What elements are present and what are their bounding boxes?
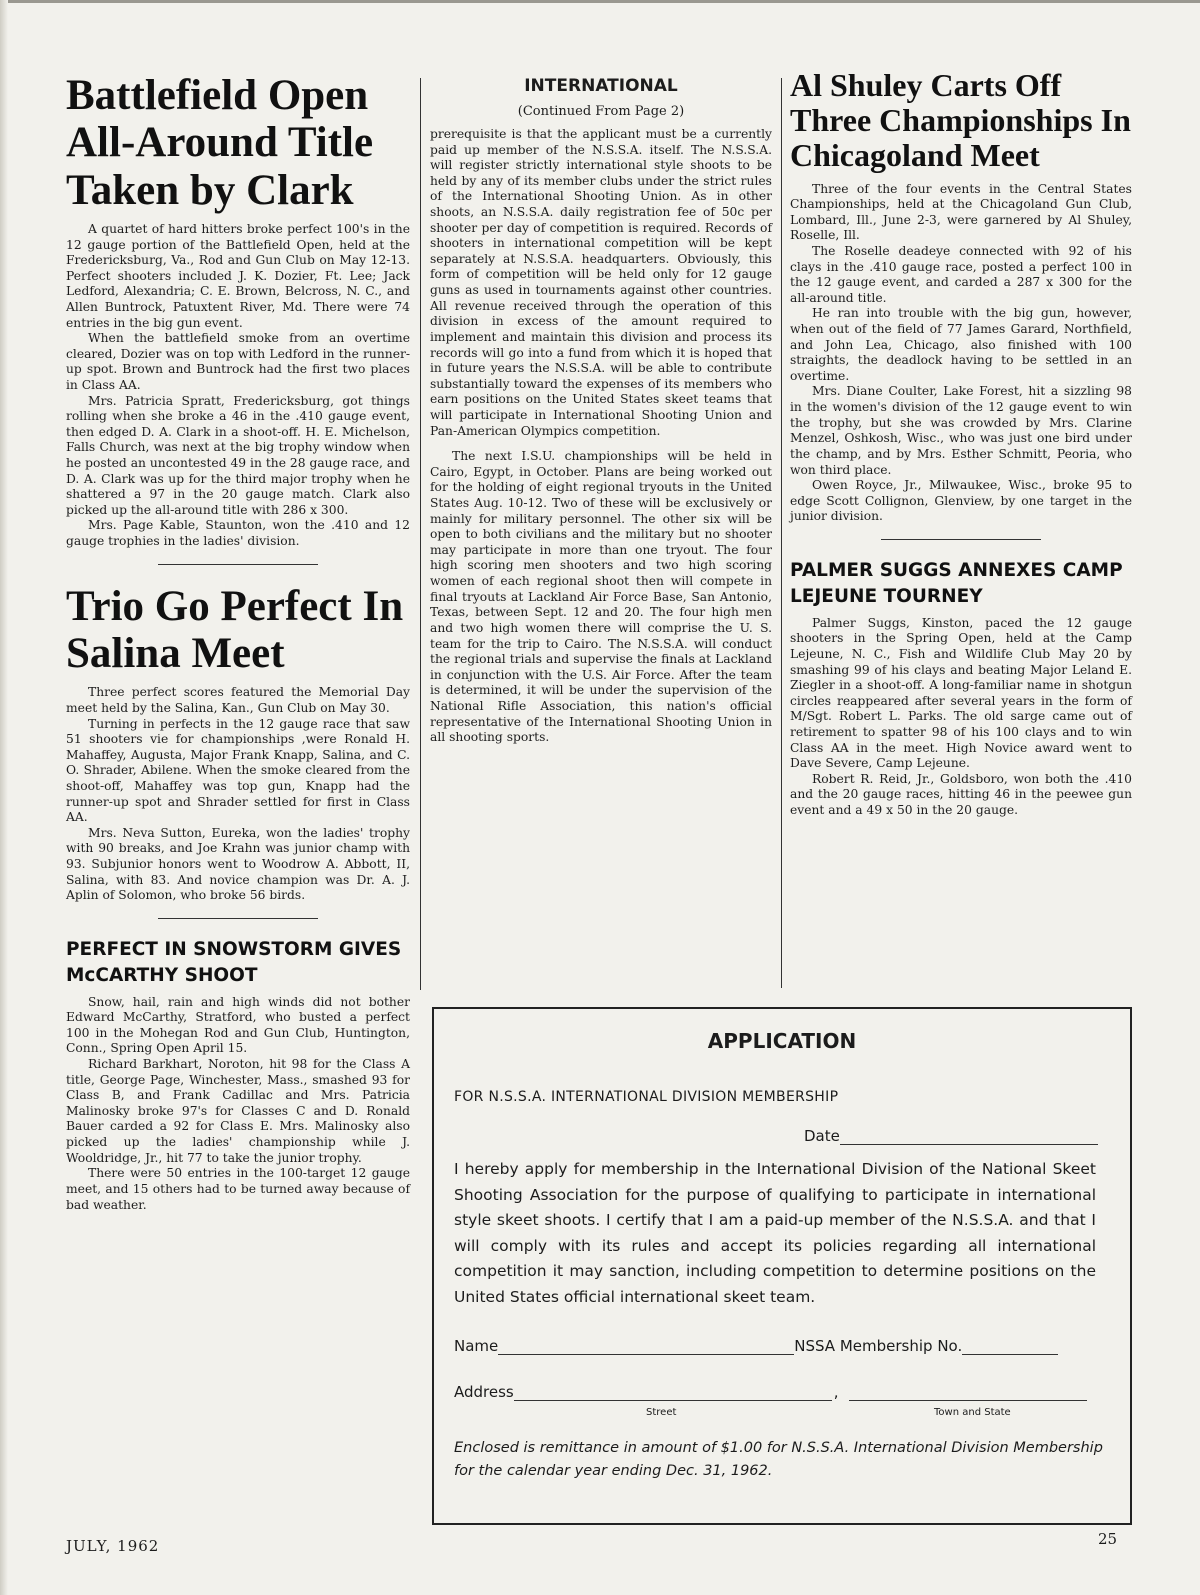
- application-form: [432, 1007, 1132, 1525]
- name-row: [454, 1337, 1058, 1355]
- column-middle: [430, 68, 772, 746]
- remittance-note: Enclosed is remittance in amount of $1.00 for N.S.S.A. International Division Membership for the calendar year ending Dec. 31, 1962.: [454, 1440, 1103, 1480]
- paragraph: There were 50 entries in the 100-target 12 gauge meet, and 15 others had to be turned away because of bad weather.: [66, 1166, 410, 1212]
- town-state-caption: Town and State: [934, 1407, 1011, 1418]
- headline-suggs-lejeune: PALMER SUGGS ANNEXES CAMP LEJEUNE TOURNEY: [790, 559, 1123, 607]
- paragraph: Snow, hail, rain and high winds did not bother Edward McCarthy, Stratford, who busted a perfect 100 in the Mohegan Rod and Gun Club, Huntington, Conn., Spring Open April 15.: [66, 994, 410, 1056]
- section-divider: [158, 564, 318, 565]
- story-mccarthy-shoot: [66, 995, 410, 1214]
- street-caption: Street: [646, 1407, 677, 1418]
- paragraph: Palmer Suggs, Kinston, paced the 12 gauge shooters in the Spring Open, held at the Camp Lejeune, N. C., Fish and Wildlife Club May 20 by smashing 99 of his clays and beating Major Leland E. Ziegler in a shoot-off. A long-familiar name in shotgun circles reappeared after several years in the form of M/Sgt. Robert L. Parks. The old sarge came out of retirement to spatter 98 of his 100 clays and to win Class AA in the meet. High Novice award went to Dave Severe, Camp Lejeune.: [790, 615, 1132, 771]
- paragraph: When the battlefield smoke from an overtime cleared, Dozier was on top with Ledford in the runner-up spot. Brown and Buntrock had the first two places in Class AA.: [66, 331, 410, 392]
- paragraph: He ran into trouble with the big gun, however, when out of the field of 77 James Garard, Northfield, and John Lea, Chicago, also finished with 100 straights, the deadlock having to be settled in an overtime.: [790, 306, 1132, 383]
- street-field[interactable]: [514, 1386, 832, 1401]
- paragraph: prerequisite is that the applicant must be a currently paid up member of the N.S.S.A. itself. The N.S.S.A. will register strictly international style shoots to be held by any of its member clubs under the strict rules of the International Shooting Union. As in other shoots, an N.S.S.A. daily registration fee of 50c per shooter per day of competition is required. Records of shooters in international competition will be kept separately at N.S.S.A. headquarters. Obviously, this form of competition will be held only for 12 gauge guns as used in tournaments against other countries. All revenue received through the operation of this division in excess of the amount required to implement and maintain this division and process its records will go into a fund from which it is hoped that in future years the N.S.S.A. will be able to contribute substantially toward the expenses of its members who earn positions on the United States skeet teams that will participate in International Shooting Union and Pan-American Olympics competition.: [430, 127, 772, 438]
- paragraph: Three of the four events in the Central States Championships, held at the Chicagoland Gun Club, Lombard, Ill., June 2-3, were garnered by Al Shuley, Roselle, Ill.: [790, 181, 1132, 243]
- headline-shuley-championships: Al Shuley Carts Off Three Championships In Chicagoland Meet: [790, 67, 1131, 174]
- paragraph: Owen Royce, Jr., Milwaukee, Wisc., broke 95 to edge Scott Collignon, Glenview, by one target in the junior division.: [790, 478, 1132, 524]
- page-binding-shadow: [0, 0, 8, 1595]
- story-battlefield-open: [66, 222, 410, 550]
- membership-number-field[interactable]: [962, 1340, 1058, 1355]
- paragraph: Mrs. Page Kable, Staunton, won the .410 and 12 gauge trophies in the ladies' division.: [66, 518, 410, 549]
- paragraph: Robert R. Reid, Jr., Goldsboro, won both the .410 and the 20 gauge races, hitting 46 in the peewee gun event and a 49 x 50 in the 20 gauge.: [790, 771, 1132, 818]
- story-salina-meet: [66, 685, 410, 904]
- name-field[interactable]: [498, 1340, 794, 1355]
- column-rule: [420, 78, 421, 990]
- column-right: [790, 68, 1132, 819]
- membership-label: NSSA Membership No.: [794, 1337, 963, 1355]
- column-left: [66, 68, 410, 1213]
- paragraph: Mrs. Neva Sutton, Eureka, won the ladies' trophy with 90 breaks, and Joe Krahn was junior champ with 93. Subjunior honors went to Woodrow A. Abbott, II, Salina, with 83. And novice champion was Dr. A. J. Aplin of Solomon, who broke 56 birds.: [66, 825, 410, 903]
- column-rule: [781, 78, 782, 988]
- headline-battlefield-open: Battlefield Open All-Around Title Taken by Clark: [66, 72, 374, 214]
- town-state-field[interactable]: [849, 1386, 1087, 1401]
- paragraph: Mrs. Diane Coulter, Lake Forest, hit a sizzling 98 in the women's division of the 12 gauge event to win the trophy, but she was crowded by Mrs. Clarine Menzel, Oshkosh, Wisc., who was just one bird under the champ, and by Mrs. Esther Schmitt, Peoria, who won third place.: [790, 384, 1132, 477]
- address-comma: ,: [833, 1383, 839, 1401]
- application-subtitle: FOR N.S.S.A. INTERNATIONAL DIVISION MEMBERSHIP: [454, 1089, 839, 1105]
- continued-note: (Continued From Page 2): [517, 104, 685, 119]
- paragraph: A quartet of hard hitters broke perfect 100's in the 12 gauge portion of the Battlefield Open, held at the Fredericksburg, Va., Rod and Gun Club on May 12-13. Perfect shooters included J. K. Dozier, Ft. Lee; Jack Ledford, Alexandria; C. E. Brown, Belcross, N. C., and Allen Buntrock, Patuxtent River, Md. There were 74 entries in the big gun event.: [66, 221, 410, 330]
- section-divider: [158, 918, 318, 919]
- page-top-edge: [0, 0, 1200, 3]
- paragraph: The next I.S.U. championships will be held in Cairo, Egypt, in October. Plans are being worked out for the holding of eight regional tryouts in the United States Aug. 10-12. Two of these will be exclusively or mainly for military personnel. The other six will be open to both civilians and the military but no shooter may participate in more than one tryout. The four high scoring men shooters and two high scoring women of each regional shoot then will compete in final tryouts at Lackland Air Force Base, San Antonio, Texas, between Sept. 12 and 20. The four high men and two high women there will comprise the U. S. team for the trip to Cairo. The N.S.S.A. will conduct the regional trials and supervise the finals at Lackland in conjunction with the U.S. Air Force. After the team is determined, it will be under the supervision of the National Rifle Association, this nation's official representative of the International Shooting Union in all shooting sports.: [430, 449, 772, 745]
- application-title: APPLICATION: [707, 1029, 857, 1053]
- application-statement: I hereby apply for membership in the International Division of the National Skeet Shooting Association for the purpose of qualifying to participate in international style skeet shoots. I certify that I am a paid-up member of the N.S.S.A. and that I will comply with its rules and accept its policies regarding all international competition it may sanction, including competition to determine positions on the United States official international skeet team.: [454, 1160, 1096, 1306]
- date-row: [804, 1127, 1098, 1145]
- issue-date: JULY, 1962: [66, 1537, 160, 1555]
- paragraph: Turning in perfects in the 12 gauge race that saw 51 shooters vie for championships ,were Ronald H. Mahaffey, Augusta, Major Frank Knapp, Salina, and C. O. Shrader, Abilene. When the smoke cleared from the shoot-off, Mahaffey was top gun, Knapp had the runner-up spot and Shrader settled for first in Class AA.: [66, 716, 410, 825]
- paragraph: Mrs. Patricia Spratt, Fredericksburg, got things rolling when she broke a 46 in the .410 gauge event, then edged D. A. Clark in a shoot-off. H. E. Michelson, Falls Church, was next at the big trophy window when he posted an uncontested 49 in the 28 gauge race, and D. A. Clark was up for the third major trophy when he shattered a 97 in the 20 gauge match. Clark also picked up the all-around title with 286 x 300.: [66, 393, 410, 517]
- section-label-international: INTERNATIONAL: [524, 76, 678, 96]
- story-camp-lejeune: [790, 616, 1132, 819]
- paragraph: Richard Barkhart, Noroton, hit 98 for the Class A title, George Page, Winchester, Mass., smashed 93 for Class B, and Frank Cadillac and Mrs. Patricia Malinosky broke 97's for Classes C and D. Ronald Bauer carded a 92 for Class E. Mrs. Malinosky also picked up the ladies' championship while J. Wooldridge, Jr., hit 77 to take the junior trophy.: [66, 1057, 410, 1165]
- address-label: Address: [454, 1383, 514, 1401]
- date-field[interactable]: [840, 1130, 1098, 1145]
- story-chicagoland-meet: [790, 182, 1132, 525]
- page-number: 25: [1098, 1530, 1118, 1548]
- headline-mccarthy-shoot: PERFECT IN SNOWSTORM GIVES McCARTHY SHOOT: [66, 938, 402, 986]
- paragraph: Three perfect scores featured the Memorial Day meet held by the Salina, Kan., Gun Club on May 30.: [66, 685, 410, 715]
- section-divider: [881, 539, 1041, 540]
- address-row: [454, 1383, 1087, 1401]
- name-label: Name: [454, 1337, 499, 1355]
- paragraph: The Roselle deadeye connected with 92 of his clays in the .410 gauge race, posted a perfect 100 in the 12 gauge event, and carded a 287 x 300 for the all-around title.: [790, 244, 1132, 305]
- date-label: Date: [804, 1127, 840, 1145]
- headline-salina-meet: Trio Go Perfect In Salina Meet: [66, 582, 404, 677]
